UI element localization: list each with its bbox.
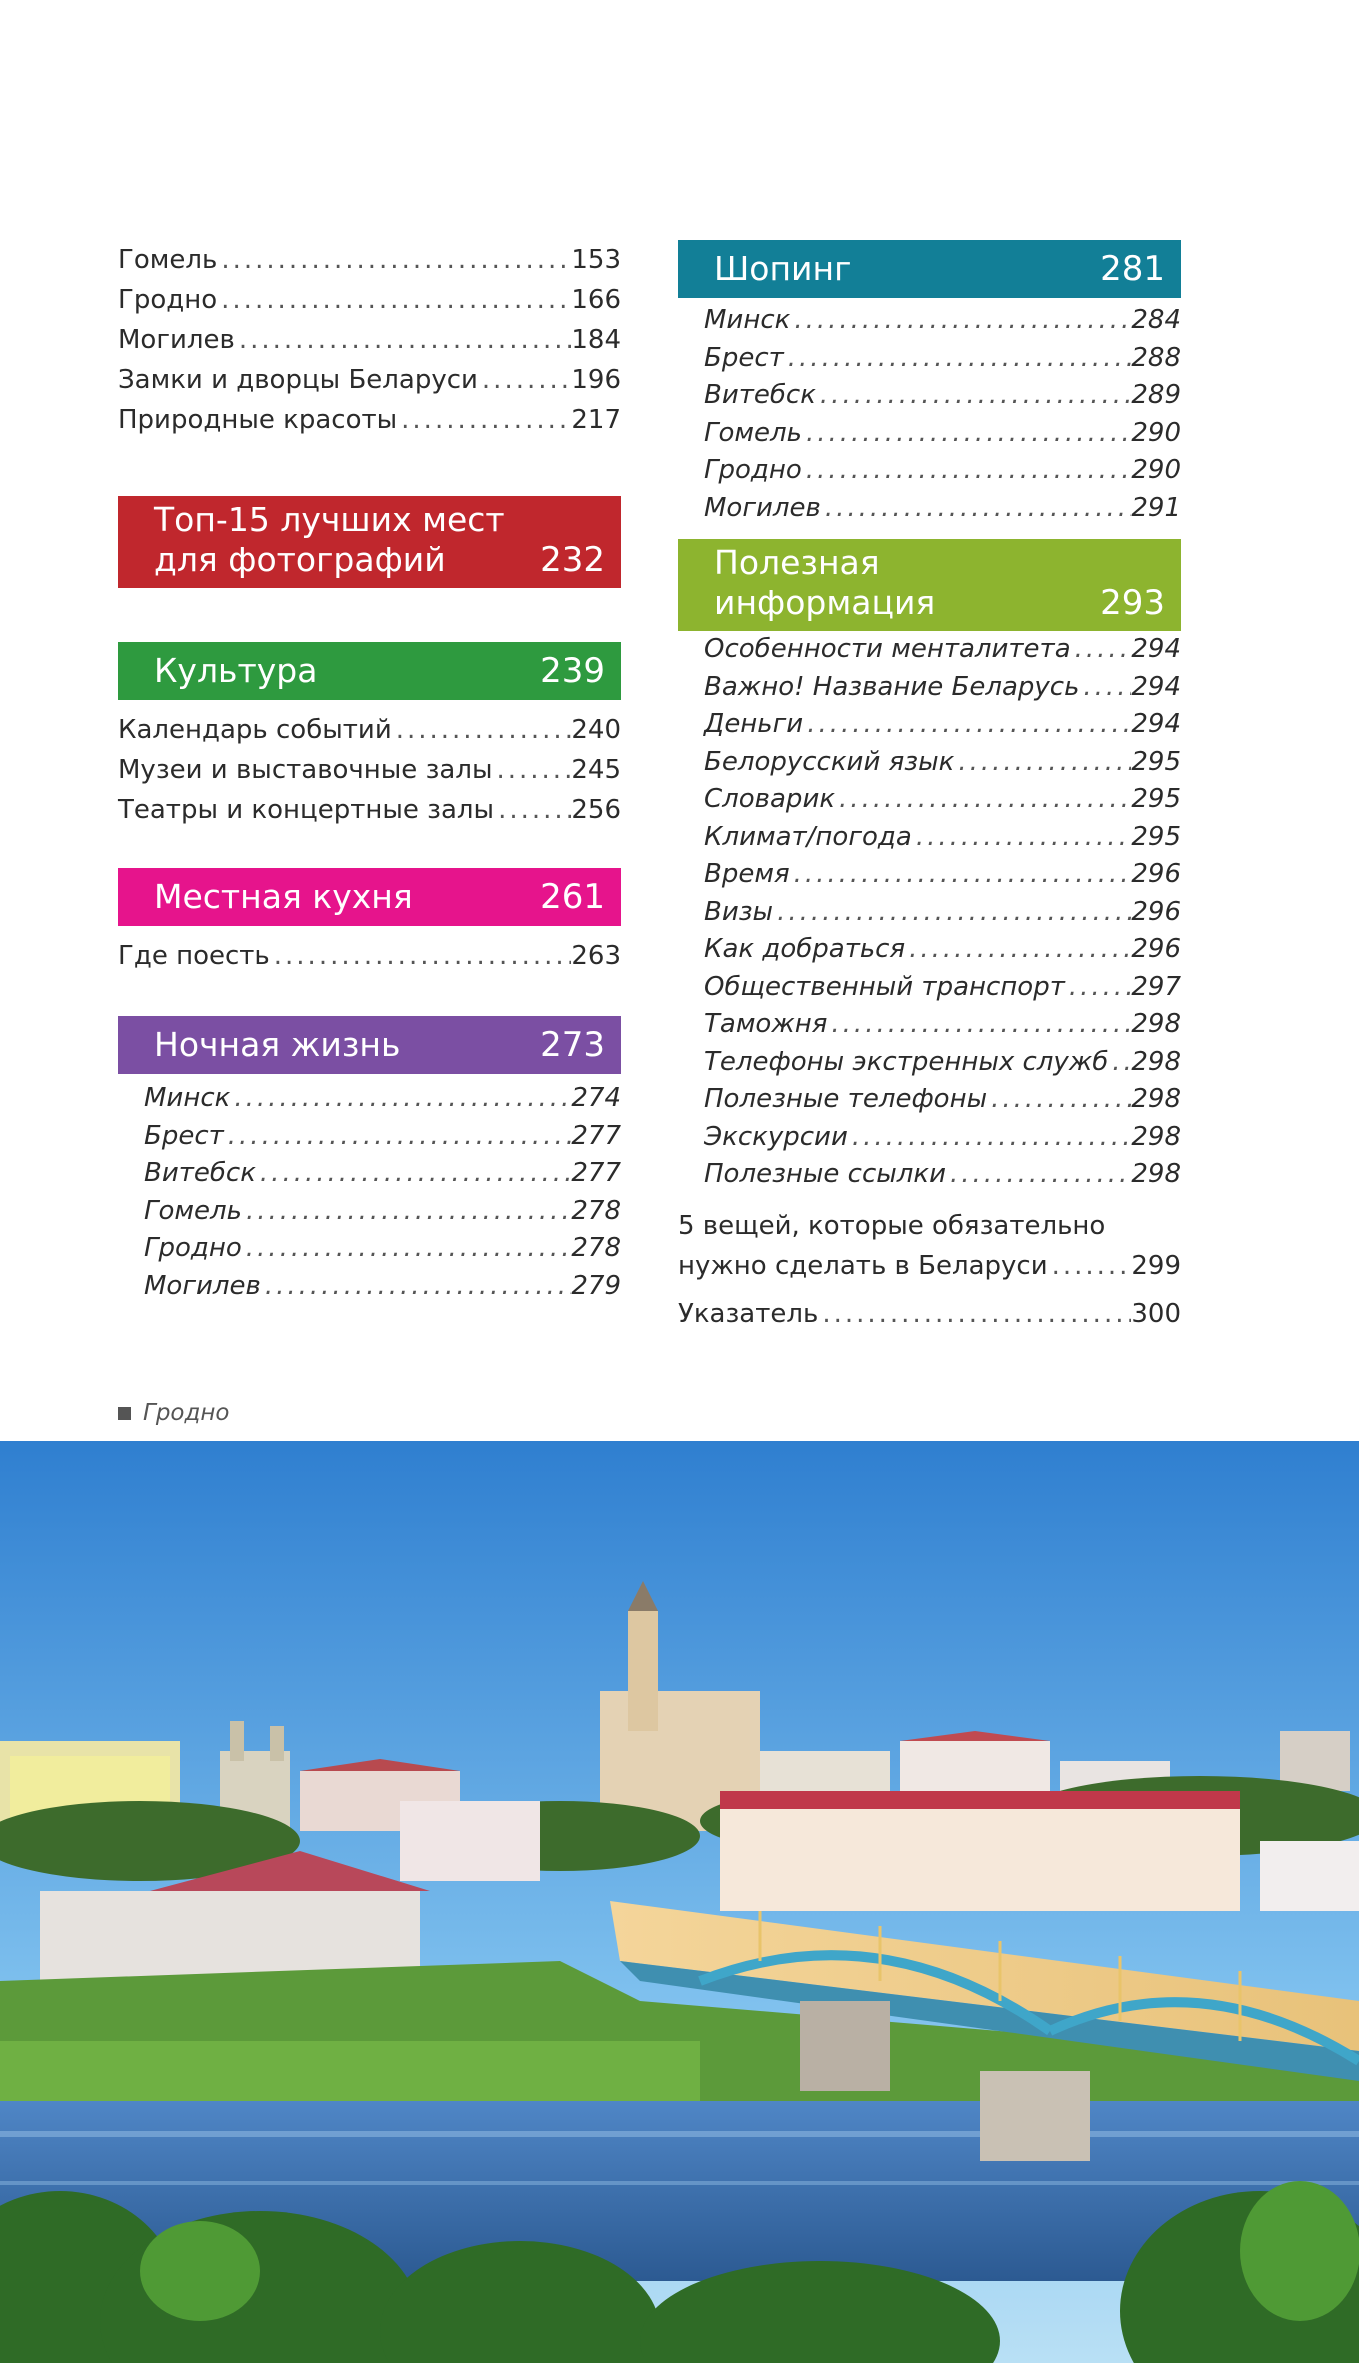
entry-title: Гомель	[144, 1195, 242, 1226]
leader-dots	[790, 302, 1131, 340]
leader-dots	[1071, 631, 1132, 669]
caption-text: Гродно	[143, 1400, 230, 1426]
entry-title: Гродно	[704, 455, 802, 485]
section-title: Топ-15 лучших мест для фотографий	[154, 500, 505, 579]
toc-entry[interactable]	[678, 1081, 1181, 1119]
entry-title: Гродно	[144, 1233, 242, 1263]
leader-dots	[494, 790, 571, 830]
entry-title: Музеи и выставочные залы	[118, 755, 493, 785]
entry-title: Таможня	[704, 1009, 828, 1039]
entry-page: 295	[1131, 784, 1181, 814]
leader-dots	[848, 1119, 1132, 1157]
entry-page: 245	[571, 755, 621, 785]
toc-entry[interactable]	[678, 1156, 1181, 1194]
entry-page: 299	[1131, 1250, 1181, 1281]
toc-entry[interactable]	[678, 744, 1181, 782]
toc-entry[interactable]	[118, 1268, 621, 1306]
toc-entry-index[interactable]	[678, 1294, 1181, 1334]
entry-title: Брест	[144, 1120, 224, 1151]
leader-dots	[784, 340, 1132, 378]
toc-entry-group	[118, 240, 621, 440]
toc-entry[interactable]	[678, 1119, 1181, 1157]
toc-entry[interactable]	[118, 360, 621, 400]
entry-page: 240	[571, 715, 621, 745]
entry-page: 294	[1131, 671, 1181, 702]
entry-title: Могилев	[704, 492, 821, 523]
entry-page: 300	[1131, 1298, 1181, 1329]
leader-dots	[270, 936, 572, 976]
toc-entry[interactable]	[678, 894, 1181, 932]
entry-page: 278	[571, 1233, 621, 1263]
toc-entry-five-things[interactable]	[678, 1206, 1181, 1286]
entry-title: Брест	[704, 342, 784, 373]
toc-entry[interactable]	[678, 490, 1181, 528]
leader-dots	[816, 377, 1131, 415]
leader-dots	[224, 1118, 572, 1156]
entry-title: Общественный транспорт	[704, 971, 1065, 1002]
leader-dots	[392, 710, 572, 750]
entry-page: 298	[1131, 1121, 1181, 1152]
leader-dots	[261, 1268, 572, 1306]
toc-entry[interactable]	[118, 240, 621, 280]
entry-page: 295	[1131, 821, 1181, 852]
entry-title: Витебск	[144, 1158, 256, 1188]
section-useful-info[interactable]	[678, 539, 1181, 631]
section-page: 261	[540, 877, 605, 917]
section-title: Ночная жизнь	[154, 1025, 401, 1064]
entry-page: 290	[1131, 455, 1181, 485]
toc-left-column	[118, 240, 621, 1305]
entry-page: 256	[571, 795, 621, 825]
entry-page: 294	[1131, 634, 1181, 664]
toc-entry[interactable]	[118, 400, 621, 440]
entry-title: Деньги	[704, 709, 804, 739]
leader-dots	[946, 1156, 1131, 1194]
entry-title: Минск	[704, 305, 791, 335]
entry-title: Полезные ссылки	[704, 1159, 947, 1189]
toc-entry[interactable]	[678, 631, 1181, 669]
entry-page: 196	[571, 365, 621, 395]
toc-entry-group	[118, 936, 621, 976]
entry-title: Время	[704, 859, 790, 889]
toc-entry[interactable]	[118, 1080, 621, 1118]
leader-dots	[802, 415, 1131, 453]
toc-entry[interactable]	[118, 790, 621, 830]
entry-page: 291	[1131, 492, 1181, 523]
toc-entry[interactable]	[118, 1193, 621, 1231]
leader-dots	[1079, 669, 1131, 707]
entry-page: 284	[1131, 305, 1181, 335]
entry-title: Календарь событий	[118, 715, 392, 745]
section-photo-spots[interactable]	[118, 496, 621, 588]
section-nightlife[interactable]	[118, 1016, 621, 1074]
toc-entry-group	[118, 710, 621, 830]
leader-dots	[818, 1294, 1131, 1334]
entry-page: 296	[1131, 859, 1181, 889]
entry-page: 296	[1131, 934, 1181, 964]
entry-page: 184	[571, 325, 621, 355]
section-local-cuisine[interactable]	[118, 868, 621, 926]
toc-entry-group	[118, 1080, 621, 1305]
leader-dots	[256, 1155, 571, 1193]
toc-entry[interactable]	[678, 377, 1181, 415]
entry-title: Минск	[144, 1083, 231, 1113]
leader-dots	[773, 894, 1131, 932]
section-page: 273	[540, 1025, 605, 1065]
caption-square-icon	[118, 1407, 131, 1420]
toc-entry[interactable]	[678, 819, 1181, 857]
leader-dots	[827, 1006, 1131, 1044]
toc-entry[interactable]	[678, 340, 1181, 378]
toc-right-column	[678, 240, 1181, 1334]
leader-dots	[821, 490, 1132, 528]
toc-entry-group	[678, 631, 1181, 1194]
entry-page: 277	[571, 1120, 621, 1151]
entry-title: Где поесть	[118, 941, 270, 971]
entry-title: Гродно	[118, 285, 218, 315]
entry-page: 298	[1131, 1009, 1181, 1039]
leader-dots	[954, 744, 1131, 782]
entry-title: Белорусский язык	[704, 746, 955, 777]
toc-entry[interactable]	[678, 302, 1181, 340]
section-title: Полезная информация	[714, 543, 936, 622]
leader-dots	[217, 280, 571, 320]
leader-dots	[802, 452, 1132, 490]
city-panorama-icon	[0, 1441, 1359, 2363]
entry-page: 166	[571, 285, 621, 315]
toc-entry[interactable]	[118, 280, 621, 320]
section-culture[interactable]	[118, 642, 621, 700]
entry-title: Указатель	[678, 1298, 819, 1329]
entry-page: 296	[1131, 896, 1181, 927]
entry-title: Гомель	[118, 245, 218, 275]
entry-title: Витебск	[704, 380, 816, 410]
section-title: Культура	[154, 651, 318, 690]
toc-entry[interactable]	[678, 1044, 1181, 1082]
entry-page: 279	[571, 1270, 621, 1301]
entry-title: Как добраться	[704, 934, 906, 964]
entry-title: Телефоны экстренных служб	[704, 1046, 1109, 1077]
toc-entry[interactable]	[118, 936, 621, 976]
entry-page: 263	[571, 941, 621, 971]
section-page: 232	[540, 540, 605, 580]
entry-title: Могилев	[118, 325, 235, 355]
toc-entry[interactable]	[678, 856, 1181, 894]
leader-dots	[1065, 969, 1131, 1007]
entry-page: 298	[1131, 1084, 1181, 1114]
leader-dots	[912, 819, 1132, 857]
entry-page: 289	[1131, 380, 1181, 410]
section-page: 239	[540, 651, 605, 691]
section-shopping[interactable]	[678, 240, 1181, 298]
leader-dots	[242, 1193, 571, 1231]
leader-dots	[478, 360, 571, 400]
leader-dots	[230, 1080, 571, 1118]
toc-entry[interactable]	[118, 320, 621, 360]
entry-page: 295	[1131, 746, 1181, 777]
section-title: Шопинг	[714, 249, 852, 288]
leader-dots	[905, 931, 1131, 969]
entry-page: 217	[571, 405, 621, 435]
toc-entry[interactable]	[118, 1230, 621, 1268]
toc-entry[interactable]	[678, 931, 1181, 969]
toc-entry[interactable]	[678, 1006, 1181, 1044]
entry-page: 288	[1131, 342, 1181, 373]
toc-entry[interactable]	[678, 669, 1181, 707]
toc-entry[interactable]	[118, 1155, 621, 1193]
entry-page: 298	[1131, 1159, 1181, 1189]
entry-title: Экскурсии	[704, 1121, 848, 1152]
entry-title: Важно! Название Беларусь	[704, 671, 1080, 702]
entry-page: 294	[1131, 709, 1181, 739]
toc-entry[interactable]	[678, 781, 1181, 819]
entry-title-line1: 5 вещей, которые обязательно	[678, 1210, 1106, 1241]
entry-page: 153	[571, 245, 621, 275]
entry-title: Природные красоты	[118, 405, 398, 435]
entry-page: 274	[571, 1083, 621, 1113]
entry-title: Климат/погода	[704, 821, 912, 852]
toc-entry[interactable]	[118, 750, 621, 790]
entry-title: Визы	[704, 896, 774, 927]
section-page: 293	[1100, 583, 1165, 623]
entry-title-line2: нужно сделать в Беларуси	[678, 1250, 1048, 1281]
leader-dots	[235, 320, 572, 360]
entry-title: Могилев	[144, 1270, 261, 1301]
entry-title: Особенности менталитета	[704, 634, 1071, 664]
entry-title: Театры и концертные залы	[118, 795, 495, 825]
leader-dots	[1048, 1246, 1132, 1286]
leader-dots	[492, 750, 571, 790]
entry-page: 297	[1131, 971, 1181, 1002]
entry-title: Замки и дворцы Беларуси	[118, 365, 478, 395]
leader-dots	[987, 1081, 1131, 1119]
leader-dots	[397, 400, 571, 440]
entry-page: 277	[571, 1158, 621, 1188]
toc-entry[interactable]	[678, 706, 1181, 744]
entry-title: Словарик	[704, 784, 836, 814]
entry-title: Полезные телефоны	[704, 1084, 988, 1114]
section-title: Местная кухня	[154, 877, 413, 916]
toc-entry[interactable]	[678, 969, 1181, 1007]
leader-dots	[242, 1230, 572, 1268]
entry-page: 278	[571, 1195, 621, 1226]
toc-entry[interactable]	[118, 1118, 621, 1156]
toc-entry-group	[678, 302, 1181, 527]
leader-dots	[790, 856, 1132, 894]
entry-page: 298	[1131, 1046, 1181, 1077]
toc-entry[interactable]	[678, 415, 1181, 453]
leader-dots	[803, 706, 1131, 744]
leader-dots	[217, 240, 571, 280]
toc-entry[interactable]	[678, 452, 1181, 490]
entry-title: Гомель	[704, 417, 802, 448]
entry-page: 290	[1131, 417, 1181, 448]
section-page: 281	[1100, 249, 1165, 289]
leader-dots	[835, 781, 1131, 819]
leader-dots	[1108, 1044, 1131, 1082]
toc-entry[interactable]	[118, 710, 621, 750]
photo-caption	[118, 1400, 230, 1426]
